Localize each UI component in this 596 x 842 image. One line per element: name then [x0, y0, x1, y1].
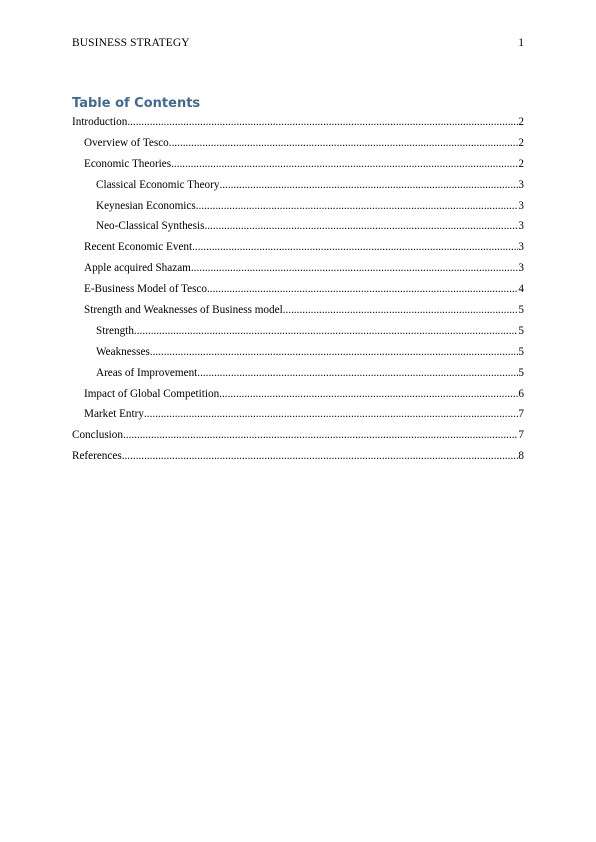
toc-entry-page[interactable]: 6 — [518, 387, 524, 400]
toc-heading: Table of Contents — [72, 96, 201, 111]
dot-leader — [191, 260, 519, 276]
toc-entry[interactable] — [72, 406, 524, 427]
toc-entry-page[interactable]: 3 — [518, 199, 524, 212]
toc-entry-page[interactable]: 3 — [518, 241, 524, 254]
toc-entry-title[interactable]: Classical Economic Theory — [96, 178, 220, 191]
toc-entry-page[interactable]: 5 — [518, 345, 524, 358]
dot-leader — [207, 281, 518, 297]
toc-entry[interactable] — [72, 448, 524, 469]
toc-entry-page[interactable]: 4 — [518, 283, 524, 296]
toc-entry[interactable] — [72, 198, 524, 219]
toc-entry[interactable] — [72, 114, 524, 135]
toc-entry[interactable] — [72, 344, 524, 365]
toc-entry-title[interactable]: Keynesian Economics — [96, 199, 196, 212]
dot-leader — [219, 386, 518, 402]
dot-leader — [283, 302, 519, 318]
dot-leader — [122, 448, 519, 464]
toc-entry-title[interactable]: Overview of Tesco — [84, 136, 169, 149]
toc-entry-page[interactable]: 2 — [518, 116, 524, 128]
toc-entry-title[interactable]: Neo-Classical Synthesis — [96, 220, 205, 233]
toc-entry-page[interactable]: 8 — [518, 450, 524, 463]
dot-leader — [197, 365, 518, 381]
toc-entry-page[interactable]: 3 — [518, 220, 524, 233]
toc-entry[interactable] — [72, 365, 524, 386]
toc-entry-title[interactable]: Conclusion — [72, 429, 123, 442]
toc-entry-title[interactable]: Strength — [96, 324, 134, 337]
toc-entry-page[interactable]: 2 — [518, 157, 524, 170]
toc-entry-title[interactable]: Recent Economic Event — [84, 241, 193, 254]
toc-entry-title[interactable]: References — [72, 450, 122, 463]
toc-entry-title[interactable]: Market Entry — [84, 408, 144, 421]
toc-entry[interactable] — [72, 156, 524, 177]
toc-entry-page[interactable]: 5 — [518, 324, 524, 337]
toc-entry-title[interactable]: Impact of Global Competition — [84, 387, 220, 400]
toc-entry-title[interactable]: Areas of Improvement — [96, 366, 198, 379]
dot-leader — [150, 344, 519, 360]
running-head: BUSINESS STRATEGY — [72, 37, 190, 49]
toc-entry[interactable] — [72, 177, 524, 198]
dot-leader — [169, 135, 519, 151]
toc-entry[interactable] — [72, 323, 524, 344]
toc-entry-page[interactable]: 5 — [518, 304, 524, 317]
dot-leader — [192, 239, 518, 255]
dot-leader — [204, 218, 518, 234]
toc-entry[interactable] — [72, 281, 524, 302]
toc-entry-page[interactable]: 3 — [518, 178, 524, 191]
toc-entry[interactable] — [72, 302, 524, 323]
toc-entry-page[interactable]: 7 — [518, 408, 524, 421]
toc-entry-title[interactable]: Apple acquired Shazam — [84, 262, 191, 275]
dot-leader — [171, 156, 518, 172]
dot-leader — [219, 177, 518, 193]
dot-leader — [196, 198, 519, 214]
table-of-contents — [72, 114, 524, 469]
toc-entry-title[interactable]: Economic Theories — [84, 157, 172, 170]
toc-entry[interactable] — [72, 218, 524, 239]
toc-entry[interactable] — [72, 260, 524, 281]
toc-entry[interactable] — [72, 427, 524, 448]
dot-leader — [123, 427, 518, 443]
toc-entry-title[interactable]: Weaknesses — [96, 345, 150, 358]
toc-entry-title[interactable]: Introduction — [72, 116, 128, 128]
toc-entry-title[interactable]: E-Business Model of Tesco — [84, 283, 207, 296]
toc-entry-page[interactable]: 2 — [518, 136, 524, 149]
toc-entry[interactable] — [72, 386, 524, 407]
toc-entry[interactable] — [72, 239, 524, 260]
page-header — [72, 36, 524, 50]
toc-entry-page[interactable]: 7 — [518, 429, 524, 442]
toc-entry-page[interactable]: 5 — [518, 366, 524, 379]
page-number: 1 — [518, 37, 524, 49]
toc-entry[interactable] — [72, 135, 524, 156]
dot-leader — [127, 114, 518, 130]
dot-leader — [144, 406, 518, 422]
dot-leader — [134, 323, 518, 339]
toc-entry-page[interactable]: 3 — [518, 262, 524, 275]
toc-entry-title[interactable]: Strength and Weaknesses of Business model — [84, 304, 283, 317]
